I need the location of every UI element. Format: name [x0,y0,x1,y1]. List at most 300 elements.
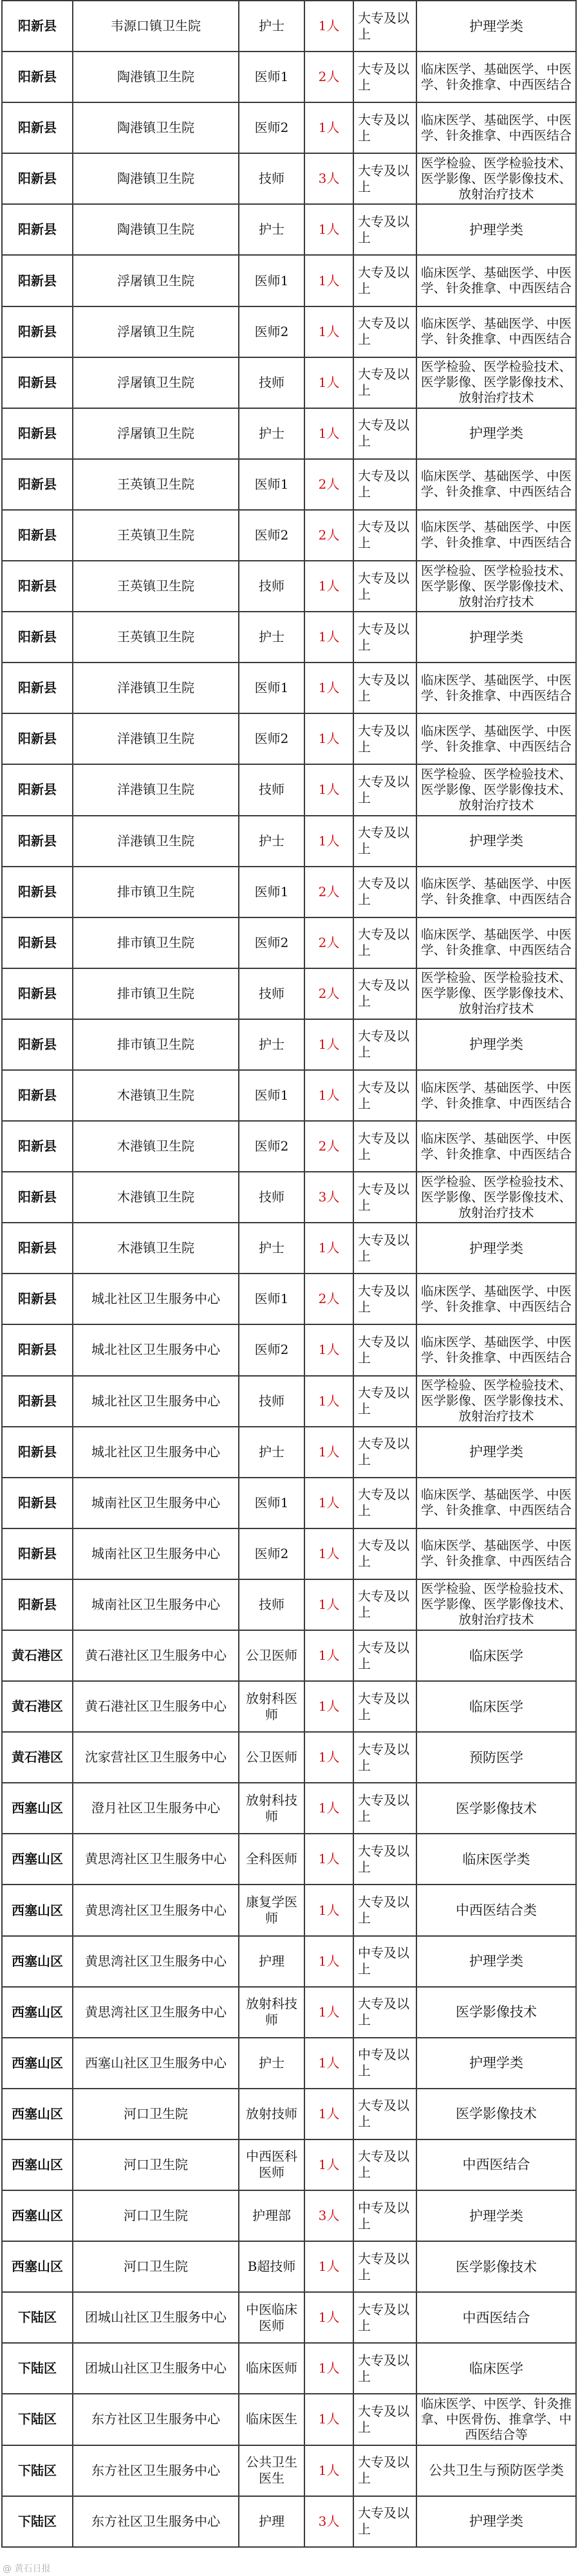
table-row [2,1783,576,1834]
major-cell: 临床医学、基础医学、中医学、针灸推拿、中西医结合 [416,510,576,561]
table-row [2,2394,576,2445]
major-cell: 临床医学 [416,2343,576,2394]
post-cell: 医师2 [239,102,304,153]
post-cell: 护士 [239,408,304,459]
education-cell: 大专及以上 [353,816,416,867]
count-cell: 1人 [304,306,353,357]
education-cell: 大专及以上 [353,1324,416,1375]
major-cell: 临床医学、基础医学、中医学、针灸推拿、中西医结合 [416,713,576,764]
county-cell: 下陆区 [2,2343,73,2394]
table-row [2,52,576,102]
post-cell: 公共卫生医生 [239,2445,304,2496]
count-cell: 1人 [304,1834,353,1885]
county-cell: 阳新县 [2,1528,73,1579]
major-cell: 临床医学类 [416,1834,576,1885]
table-body [2,1,576,2547]
table-row [2,1834,576,1885]
table-row [2,1376,576,1427]
major-cell: 临床医学、基础医学、中医学、针灸推拿、中西医结合 [416,102,576,153]
table-row [2,1070,576,1121]
post-cell: 护士 [239,204,304,255]
county-cell: 阳新县 [2,1223,73,1274]
table-row [2,1427,576,1478]
post-cell: 护理 [239,1936,304,1987]
table-row [2,1936,576,1987]
education-cell: 大专及以上 [353,2343,416,2394]
count-cell: 1人 [304,2394,353,2445]
hospital-cell: 陶港镇卫生院 [73,52,239,102]
county-cell: 西塞山区 [2,2038,73,2089]
county-cell: 阳新县 [2,408,73,459]
post-cell: 技师 [239,1172,304,1223]
education-cell: 大专及以上 [353,52,416,102]
major-cell: 中西医结合 [416,2139,576,2190]
post-cell: 放射技师 [239,2089,304,2139]
post-cell: 技师 [239,153,304,204]
hospital-cell: 城北社区卫生服务中心 [73,1324,239,1375]
county-cell: 西塞山区 [2,1885,73,1935]
post-cell: 临床医生 [239,2394,304,2445]
education-cell: 中专及以上 [353,2038,416,2089]
major-cell: 医学影像技术 [416,1783,576,1834]
hospital-cell: 东方社区卫生服务中心 [73,2394,239,2445]
major-cell: 护理学类 [416,1223,576,1274]
table-row [2,764,576,815]
county-cell: 西塞山区 [2,1987,73,2038]
table-row [2,153,576,204]
hospital-cell: 韦源口镇卫生院 [73,1,239,52]
county-cell: 阳新县 [2,1121,73,1172]
count-cell: 1人 [304,663,353,713]
table-row [2,1172,576,1223]
count-cell: 1人 [304,612,353,663]
count-cell: 1人 [304,1579,353,1630]
hospital-cell: 浮屠镇卫生院 [73,408,239,459]
major-cell: 预防医学 [416,1732,576,1783]
major-cell: 临床医学、基础医学、中医学、针灸推拿、中西医结合 [416,663,576,713]
hospital-cell: 西塞山社区卫生服务中心 [73,2038,239,2089]
education-cell: 大专及以上 [353,1630,416,1681]
county-cell: 阳新县 [2,1,73,52]
county-cell: 西塞山区 [2,2241,73,2292]
hospital-cell: 黄石港社区卫生服务中心 [73,1630,239,1681]
count-cell: 1人 [304,2089,353,2139]
post-cell: 技师 [239,1376,304,1427]
hospital-cell: 澄月社区卫生服务中心 [73,1783,239,1834]
hospital-cell: 沈家营社区卫生服务中心 [73,1732,239,1783]
post-cell: 放射科医师 [239,1681,304,1732]
hospital-cell: 王英镇卫生院 [73,510,239,561]
education-cell: 大专及以上 [353,255,416,306]
table-row [2,102,576,153]
major-cell: 临床医学、基础医学、中医学、针灸推拿、中西医结合 [416,917,576,968]
hospital-cell: 木港镇卫生院 [73,1070,239,1121]
hospital-cell: 黄思湾社区卫生服务中心 [73,1834,239,1885]
count-cell: 1人 [304,1324,353,1375]
education-cell: 大专及以上 [353,561,416,612]
count-cell: 2人 [304,52,353,102]
hospital-cell: 黄思湾社区卫生服务中心 [73,1885,239,1935]
major-cell: 临床医学、基础医学、中医学、针灸推拿、中西医结合 [416,1070,576,1121]
major-cell: 临床医学 [416,1630,576,1681]
hospital-cell: 黄石港社区卫生服务中心 [73,1681,239,1732]
table-row [2,459,576,510]
count-cell: 1人 [304,2038,353,2089]
hospital-cell: 排市镇卫生院 [73,867,239,917]
table-row [2,1324,576,1375]
education-cell: 大专及以上 [353,1427,416,1478]
count-cell: 1人 [304,1936,353,1987]
count-cell: 1人 [304,1885,353,1935]
education-cell: 大专及以上 [353,1732,416,1783]
major-cell: 临床医学、基础医学、中医学、针灸推拿、中西医结合 [416,1478,576,1528]
hospital-cell: 城北社区卫生服务中心 [73,1427,239,1478]
post-cell: 护士 [239,612,304,663]
education-cell: 大专及以上 [353,968,416,1019]
table-row [2,2089,576,2139]
county-cell: 下陆区 [2,2394,73,2445]
table-row [2,357,576,408]
table-row [2,816,576,867]
hospital-cell: 河口卫生院 [73,2241,239,2292]
post-cell: 护士 [239,1019,304,1070]
hospital-cell: 河口卫生院 [73,2190,239,2241]
hospital-cell: 东方社区卫生服务中心 [73,2445,239,2496]
education-cell: 大专及以上 [353,1579,416,1630]
county-cell: 阳新县 [2,561,73,612]
major-cell: 医学检验、医学检验技术、医学影像、医学影像技术、放射治疗技术 [416,561,576,612]
table-row [2,612,576,663]
count-cell: 1人 [304,1427,353,1478]
count-cell: 1人 [304,1019,353,1070]
table-row [2,1987,576,2038]
table-row [2,2496,576,2547]
county-cell: 阳新县 [2,204,73,255]
major-cell: 临床医学、基础医学、中医学、针灸推拿、中西医结合 [416,1528,576,1579]
hospital-cell: 城南社区卫生服务中心 [73,1478,239,1528]
education-cell: 大专及以上 [353,2292,416,2343]
count-cell: 3人 [304,2496,353,2547]
post-cell: 护理部 [239,2190,304,2241]
county-cell: 阳新县 [2,1324,73,1375]
table-row [2,306,576,357]
table-row [2,561,576,612]
post-cell: 医师1 [239,663,304,713]
county-cell: 西塞山区 [2,2139,73,2190]
major-cell: 临床医学、基础医学、中医学、针灸推拿、中西医结合 [416,1121,576,1172]
post-cell: 护士 [239,1427,304,1478]
education-cell: 大专及以上 [353,2394,416,2445]
major-cell: 临床医学、基础医学、中医学、针灸推拿、中西医结合 [416,1274,576,1324]
hospital-cell: 木港镇卫生院 [73,1172,239,1223]
count-cell: 1人 [304,1987,353,2038]
table-row [2,2190,576,2241]
hospital-cell: 东方社区卫生服务中心 [73,2496,239,2547]
post-cell: 医师1 [239,255,304,306]
hospital-cell: 城北社区卫生服务中心 [73,1274,239,1324]
education-cell: 大专及以上 [353,306,416,357]
education-cell: 中专及以上 [353,1936,416,1987]
count-cell: 1人 [304,1630,353,1681]
county-cell: 阳新县 [2,1376,73,1427]
county-cell: 阳新县 [2,968,73,1019]
hospital-cell: 浮屠镇卫生院 [73,306,239,357]
post-cell: 技师 [239,764,304,815]
hospital-cell: 城南社区卫生服务中心 [73,1579,239,1630]
count-cell: 1人 [304,357,353,408]
table-row [2,1885,576,1935]
hospital-cell: 黄思湾社区卫生服务中心 [73,1987,239,2038]
major-cell: 护理学类 [416,1,576,52]
count-cell: 1人 [304,2292,353,2343]
table-row [2,2445,576,2496]
count-cell: 1人 [304,1528,353,1579]
hospital-cell: 洋港镇卫生院 [73,764,239,815]
hospital-cell: 黄思湾社区卫生服务中心 [73,1936,239,1987]
post-cell: 医师2 [239,1528,304,1579]
table-row [2,1681,576,1732]
table-row [2,1478,576,1528]
count-cell: 1人 [304,1,353,52]
county-cell: 阳新县 [2,459,73,510]
education-cell: 大专及以上 [353,867,416,917]
count-cell: 1人 [304,816,353,867]
table-row [2,2292,576,2343]
county-cell: 阳新县 [2,612,73,663]
post-cell: 医师1 [239,52,304,102]
table-row [2,1223,576,1274]
hospital-cell: 团城山社区卫生服务中心 [73,2343,239,2394]
table-row [2,2038,576,2089]
hospital-cell: 洋港镇卫生院 [73,816,239,867]
table-row [2,663,576,713]
recruitment-table [1,0,577,2548]
count-cell: 1人 [304,2241,353,2292]
county-cell: 阳新县 [2,102,73,153]
county-cell: 阳新县 [2,816,73,867]
hospital-cell: 排市镇卫生院 [73,1019,239,1070]
education-cell: 大专及以上 [353,1172,416,1223]
county-cell: 黄石港区 [2,1732,73,1783]
table-row [2,867,576,917]
post-cell: 护士 [239,816,304,867]
count-cell: 1人 [304,2139,353,2190]
county-cell: 西塞山区 [2,2190,73,2241]
education-cell: 大专及以上 [353,459,416,510]
county-cell: 阳新县 [2,1579,73,1630]
post-cell: 医师2 [239,1121,304,1172]
education-cell: 大专及以上 [353,1274,416,1324]
count-cell: 2人 [304,867,353,917]
hospital-cell: 洋港镇卫生院 [73,713,239,764]
post-cell: 医师2 [239,510,304,561]
table-row [2,2139,576,2190]
major-cell: 护理学类 [416,204,576,255]
count-cell: 1人 [304,561,353,612]
county-cell: 阳新县 [2,867,73,917]
table-row [2,968,576,1019]
major-cell: 护理学类 [416,1019,576,1070]
major-cell: 护理学类 [416,612,576,663]
education-cell: 大专及以上 [353,2089,416,2139]
post-cell: 护理 [239,2496,304,2547]
county-cell: 下陆区 [2,2496,73,2547]
education-cell: 大专及以上 [353,1376,416,1427]
post-cell: 医师2 [239,917,304,968]
county-cell: 下陆区 [2,2445,73,2496]
county-cell: 阳新县 [2,1172,73,1223]
major-cell: 护理学类 [416,408,576,459]
post-cell: 医师1 [239,867,304,917]
county-cell: 阳新县 [2,713,73,764]
county-cell: 西塞山区 [2,1834,73,1885]
count-cell: 1人 [304,1478,353,1528]
post-cell: 护士 [239,1223,304,1274]
education-cell: 大专及以上 [353,2139,416,2190]
county-cell: 阳新县 [2,1019,73,1070]
education-cell: 大专及以上 [353,1783,416,1834]
count-cell: 1人 [304,102,353,153]
post-cell: 医师1 [239,1478,304,1528]
post-cell: 医师1 [239,459,304,510]
count-cell: 1人 [304,1783,353,1834]
education-cell: 大专及以上 [353,102,416,153]
count-cell: 3人 [304,1172,353,1223]
hospital-cell: 陶港镇卫生院 [73,204,239,255]
major-cell: 医学检验、医学检验技术、医学影像、医学影像技术、放射治疗技术 [416,1579,576,1630]
count-cell: 1人 [304,1681,353,1732]
count-cell: 2人 [304,459,353,510]
post-cell: 全科医师 [239,1834,304,1885]
major-cell: 医学检验、医学检验技术、医学影像、医学影像技术、放射治疗技术 [416,968,576,1019]
major-cell: 医学检验、医学检验技术、医学影像、医学影像技术、放射治疗技术 [416,1376,576,1427]
county-cell: 西塞山区 [2,1783,73,1834]
major-cell: 中西医结合 [416,2292,576,2343]
major-cell: 护理学类 [416,1936,576,1987]
post-cell: 护士 [239,2038,304,2089]
count-cell: 2人 [304,1121,353,1172]
education-cell: 大专及以上 [353,1681,416,1732]
hospital-cell: 河口卫生院 [73,2139,239,2190]
table-row [2,1121,576,1172]
county-cell: 西塞山区 [2,2089,73,2139]
major-cell: 临床医学、基础医学、中医学、针灸推拿、中西医结合 [416,52,576,102]
count-cell: 1人 [304,764,353,815]
education-cell: 大专及以上 [353,1834,416,1885]
count-cell: 2人 [304,510,353,561]
post-cell: 医师2 [239,713,304,764]
watermark: @ 黄石日报 [3,2564,51,2574]
major-cell: 临床医学、基础医学、中医学、针灸推拿、中西医结合 [416,255,576,306]
table-row [2,204,576,255]
table-row [2,1579,576,1630]
education-cell: 大专及以上 [353,408,416,459]
hospital-cell: 木港镇卫生院 [73,1121,239,1172]
major-cell: 医学检验、医学检验技术、医学影像、医学影像技术、放射治疗技术 [416,1172,576,1223]
education-cell: 大专及以上 [353,2496,416,2547]
education-cell: 大专及以上 [353,1070,416,1121]
post-cell: 护士 [239,1,304,52]
education-cell: 大专及以上 [353,2445,416,2496]
county-cell: 阳新县 [2,917,73,968]
education-cell: 大专及以上 [353,1019,416,1070]
education-cell: 大专及以上 [353,612,416,663]
post-cell: 技师 [239,561,304,612]
count-cell: 1人 [304,1376,353,1427]
post-cell: 放射科技师 [239,1783,304,1834]
table-row [2,510,576,561]
post-cell: 医师2 [239,1324,304,1375]
count-cell: 1人 [304,2445,353,2496]
county-cell: 阳新县 [2,1478,73,1528]
count-cell: 1人 [304,255,353,306]
major-cell: 中西医结合类 [416,1885,576,1935]
county-cell: 阳新县 [2,1427,73,1478]
major-cell: 临床医学、基础医学、中医学、针灸推拿、中西医结合 [416,867,576,917]
hospital-cell: 王英镇卫生院 [73,459,239,510]
county-cell: 黄石港区 [2,1681,73,1732]
hospital-cell: 城南社区卫生服务中心 [73,1528,239,1579]
hospital-cell: 木港镇卫生院 [73,1223,239,1274]
education-cell: 大专及以上 [353,663,416,713]
hospital-cell: 浮屠镇卫生院 [73,255,239,306]
major-cell: 护理学类 [416,1427,576,1478]
county-cell: 阳新县 [2,52,73,102]
education-cell: 大专及以上 [353,204,416,255]
hospital-cell: 洋港镇卫生院 [73,663,239,713]
table-row [2,917,576,968]
major-cell: 医学检验、医学检验技术、医学影像、医学影像技术、放射治疗技术 [416,357,576,408]
table-row [2,255,576,306]
post-cell: 公卫医师 [239,1732,304,1783]
hospital-cell: 排市镇卫生院 [73,968,239,1019]
education-cell: 大专及以上 [353,153,416,204]
education-cell: 大专及以上 [353,917,416,968]
count-cell: 2人 [304,1274,353,1324]
post-cell: 医师1 [239,1274,304,1324]
education-cell: 大专及以上 [353,1885,416,1935]
post-cell: 中西医科医师 [239,2139,304,2190]
post-cell: 医师1 [239,1070,304,1121]
education-cell: 大专及以上 [353,357,416,408]
count-cell: 1人 [304,204,353,255]
major-cell: 公共卫生与预防医学类 [416,2445,576,2496]
education-cell: 大专及以上 [353,2241,416,2292]
education-cell: 大专及以上 [353,713,416,764]
county-cell: 下陆区 [2,2292,73,2343]
education-cell: 大专及以上 [353,510,416,561]
major-cell: 护理学类 [416,2190,576,2241]
table-row [2,408,576,459]
major-cell: 医学影像技术 [416,1987,576,2038]
county-cell: 阳新县 [2,1070,73,1121]
post-cell: 放射科技师 [239,1987,304,2038]
education-cell: 大专及以上 [353,1223,416,1274]
hospital-cell: 王英镇卫生院 [73,561,239,612]
education-cell: 大专及以上 [353,1478,416,1528]
hospital-cell: 城北社区卫生服务中心 [73,1376,239,1427]
hospital-cell: 陶港镇卫生院 [73,102,239,153]
major-cell: 临床医学、基础医学、中医学、针灸推拿、中西医结合 [416,1324,576,1375]
count-cell: 1人 [304,408,353,459]
table-row [2,1019,576,1070]
education-cell: 大专及以上 [353,1987,416,2038]
post-cell: 康复学医师 [239,1885,304,1935]
education-cell: 大专及以上 [353,1121,416,1172]
count-cell: 3人 [304,153,353,204]
education-cell: 中专及以上 [353,2190,416,2241]
major-cell: 临床医学、基础医学、中医学、针灸推拿、中西医结合 [416,306,576,357]
